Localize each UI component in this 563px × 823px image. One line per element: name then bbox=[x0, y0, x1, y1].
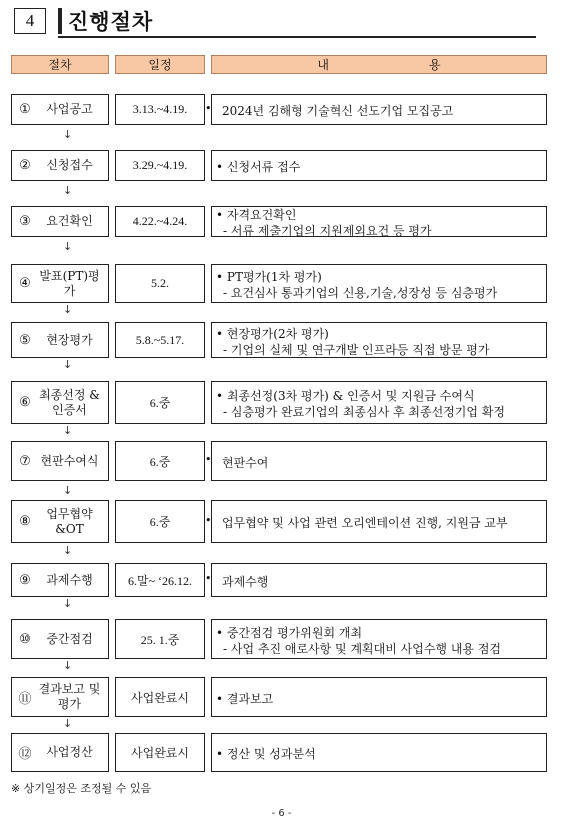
step-box bbox=[11, 94, 109, 125]
section-number: 4 bbox=[14, 8, 46, 34]
content-line: 신청서류 접수 bbox=[226, 160, 301, 174]
flow-arrow-icon: ↓ bbox=[63, 240, 73, 253]
flow-arrow-icon: ↓ bbox=[63, 358, 73, 371]
step-label: 사업공고 bbox=[46, 102, 93, 116]
content-line: 현판수여 bbox=[222, 455, 269, 470]
flow-arrow-icon: ↓ bbox=[63, 303, 73, 316]
content-subline: - 요건심사 통과기업의 신용,기술,성장성 등 심층평가 bbox=[223, 286, 498, 300]
step-date: 3.13.~4.19. bbox=[115, 94, 205, 125]
header-date: 일정 bbox=[115, 55, 205, 74]
step-number: ⑦ bbox=[19, 453, 31, 469]
step-date: 6.말~ ‘26.12. bbox=[115, 563, 205, 597]
step-box bbox=[11, 677, 109, 717]
bullet-icon: • bbox=[205, 572, 212, 585]
content-line: 정산 및 성과분석 bbox=[226, 747, 316, 761]
step-number: ① bbox=[19, 102, 31, 117]
header-step: 절차 bbox=[11, 55, 109, 74]
step-number: ⑨ bbox=[19, 572, 31, 588]
step-date: 25. 1.중 bbox=[115, 619, 205, 659]
content-subline: - 서류 제출기업의 지원제외요건 등 평가 bbox=[223, 224, 432, 238]
step-number: ⑤ bbox=[19, 332, 31, 348]
flow-arrow-icon: ↓ bbox=[63, 484, 73, 497]
content-line: 업무협약 및 사업 관련 오리엔테이션 진행, 지원금 교부 bbox=[222, 516, 508, 530]
step-date: 4.22.~4.24. bbox=[115, 206, 205, 237]
step-label: 현장평가 bbox=[46, 332, 93, 347]
step-box bbox=[11, 206, 109, 237]
step-number: ④ bbox=[19, 276, 31, 291]
title-underline bbox=[58, 36, 536, 38]
step-box bbox=[11, 619, 109, 659]
step-label: 요건확인 bbox=[46, 214, 93, 228]
step-number: ⑧ bbox=[19, 514, 31, 529]
content-line: 결과보고 bbox=[226, 691, 274, 706]
step-label: 최종선정 & 인증서 bbox=[39, 387, 100, 417]
bullet-icon: • bbox=[205, 513, 212, 527]
flow-arrow-icon: ↓ bbox=[63, 597, 73, 610]
flow-arrow-icon: ↓ bbox=[63, 659, 73, 672]
step-label: 중간점검 bbox=[46, 631, 93, 646]
bullet-icon: • bbox=[205, 453, 212, 466]
content-subline: - 심층평가 완료기업의 최종심사 후 최종선정기업 확정 bbox=[223, 405, 505, 419]
step-date: 5.8.~5.17. bbox=[115, 322, 205, 358]
step-label: 과제수행 bbox=[46, 572, 93, 587]
step-box bbox=[11, 381, 109, 424]
step-date: 3.29.~4.19. bbox=[115, 150, 205, 181]
step-content bbox=[211, 500, 547, 543]
header-content-a: 내 bbox=[317, 58, 329, 72]
step-label: 업무협약 &OT bbox=[46, 506, 93, 536]
step-date: 6.중 bbox=[115, 381, 205, 424]
step-content bbox=[211, 150, 547, 181]
step-box bbox=[11, 150, 109, 181]
header-content bbox=[211, 55, 547, 74]
flow-arrow-icon: ↓ bbox=[63, 424, 73, 437]
content-line: 자격요건확인 bbox=[226, 208, 297, 222]
flow-arrow-icon: ↓ bbox=[63, 128, 73, 141]
header-content-b: 용 bbox=[429, 58, 441, 72]
step-content bbox=[211, 733, 547, 772]
step-date: 5.2. bbox=[115, 264, 205, 303]
title-divider bbox=[58, 8, 62, 34]
step-number: ② bbox=[19, 158, 31, 173]
step-label: 현판수여식 bbox=[40, 453, 99, 468]
step-number: ⑥ bbox=[19, 395, 31, 410]
bullet-icon: • bbox=[205, 101, 212, 115]
bullet-icon: • bbox=[216, 270, 227, 284]
content-line: 최종선정(3차 평가) & 인증서 및 지원금 수여식 bbox=[226, 389, 475, 403]
content-line: 현장평가(2차 평가) bbox=[226, 326, 329, 341]
step-content bbox=[211, 94, 547, 125]
content-line: 2024년 김해형 기술혁신 선도기업 모집공고 bbox=[222, 104, 454, 118]
bullet-icon: • bbox=[216, 326, 227, 341]
page-number: - 6 - bbox=[271, 808, 292, 819]
flow-arrow-icon: ↓ bbox=[63, 717, 73, 730]
step-content bbox=[211, 322, 547, 358]
step-label: 결과보고 및 평가 bbox=[38, 682, 101, 711]
step-date: 6.중 bbox=[115, 441, 205, 481]
step-box bbox=[11, 264, 109, 303]
step-content bbox=[211, 619, 547, 659]
content-subline: - 기업의 실체 및 연구개발 인프라등 직접 방문 평가 bbox=[223, 342, 490, 357]
content-line: PT평가(1차 평가) bbox=[226, 270, 322, 284]
step-content bbox=[211, 441, 547, 481]
step-box bbox=[11, 733, 109, 772]
step-number: ⑫ bbox=[18, 747, 32, 762]
step-label: 사업정산 bbox=[46, 745, 93, 759]
bullet-icon: • bbox=[216, 747, 227, 761]
step-label: 발표(PT)평가 bbox=[39, 268, 100, 298]
step-content bbox=[211, 206, 547, 237]
step-box bbox=[11, 563, 109, 597]
schedule-note: ※ 상기일정은 조정될 수 있음 bbox=[11, 782, 152, 795]
step-label: 신청접수 bbox=[46, 158, 93, 172]
bullet-icon: • bbox=[216, 625, 227, 640]
step-date: 사업완료시 bbox=[115, 677, 205, 717]
step-date: 사업완료시 bbox=[115, 733, 205, 772]
bullet-icon: • bbox=[216, 160, 227, 174]
content-line: 중간점검 평가위원회 개최 bbox=[226, 625, 363, 640]
step-number: ⑪ bbox=[18, 691, 32, 707]
bullet-icon: • bbox=[216, 389, 227, 403]
flow-arrow-icon: ↓ bbox=[63, 184, 73, 197]
step-content bbox=[211, 677, 547, 717]
step-content bbox=[211, 563, 547, 597]
step-date: 6.중 bbox=[115, 500, 205, 543]
step-box bbox=[11, 500, 109, 543]
step-box bbox=[11, 322, 109, 358]
bullet-icon: • bbox=[216, 691, 227, 706]
flow-arrow-icon: ↓ bbox=[63, 544, 73, 557]
bullet-icon: • bbox=[216, 208, 227, 222]
step-content bbox=[211, 381, 547, 424]
step-number: ⑩ bbox=[19, 631, 31, 647]
step-content bbox=[211, 264, 547, 303]
content-line: 과제수행 bbox=[222, 574, 269, 589]
step-number: ③ bbox=[19, 214, 31, 229]
section-title: 진행절차 bbox=[68, 10, 154, 34]
content-subline: - 사업 추진 애로사항 및 계획대비 사업수행 내용 점검 bbox=[223, 641, 502, 656]
step-box bbox=[11, 441, 109, 481]
